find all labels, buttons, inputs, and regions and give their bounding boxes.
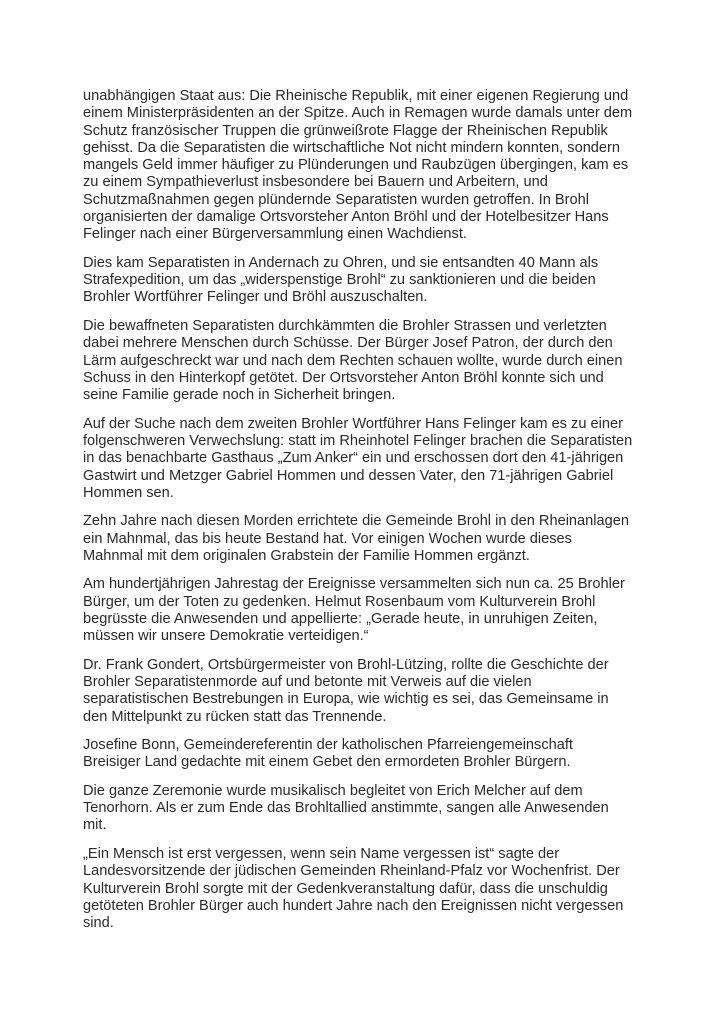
text-line: müssen wir unsere Demokratie verteidigen.“ — [83, 628, 369, 645]
text-line: Bürger, um der Toten zu gedenken. Helmut Rosenbaum vom Kulturverein Brohl — [83, 593, 596, 610]
text-line: begrüsste die Anwesenden und appellierte: „Gerade heute, in unruhigen Zeiten, — [83, 610, 598, 627]
paragraph — [83, 513, 683, 565]
text-line: sind. — [83, 915, 114, 932]
text-line: unabhängigen Staat aus: Die Rheinische Republik, mit einer eigenen Regierung und — [83, 88, 629, 104]
paragraph — [83, 318, 683, 404]
text-line: getöteten Brohler Bürger auch hundert Jahre nach den Ereignissen nicht vergessen — [83, 897, 624, 914]
text-line: Die ganze Zeremonie wurde musikalisch begleitet von Erich Melcher auf dem — [83, 782, 583, 799]
text-line: Hommen sen. — [83, 484, 174, 501]
text-line: einem Ministerpräsidenten an der Spitze. Auch in Remagen wurde damals unter dem — [83, 105, 633, 122]
text-line: Zehn Jahre nach diesen Morden errichtete die Gemeinde Brohl in den Rheinanlagen — [83, 513, 629, 530]
text-line: zu einem Sympathieverlust insbesondere bei Bauern und Arbeitern, und — [83, 174, 548, 191]
text-line: Gastwirt und Metzger Gabriel Hommen und dessen Vater, den 71-jährigen Gabriel — [83, 467, 614, 484]
paragraph — [83, 783, 683, 835]
text-line: Dies kam Separatisten in Andernach zu Ohren, und sie entsandten 40 Mann als — [83, 254, 599, 271]
document-page — [83, 88, 683, 944]
text-line: Schuss in den Hinterkopf getötet. Der Ortsvorsteher Anton Bröhl konnte sich und — [83, 369, 604, 386]
text-line: in das benachbarte Gasthaus „Zum Anker“ ein und erschossen dort den 41-jährigen — [83, 450, 624, 467]
text-line: Auf der Suche nach dem zweiten Brohler Wortführer Hans Felinger kam es zu einer — [83, 415, 623, 432]
paragraph — [83, 657, 683, 726]
text-line: Dr. Frank Gondert, Ortsbürgermeister von Brohl-Lützing, rollte die Geschichte der — [83, 656, 609, 673]
text-line: ein Mahnmal, das bis heute Bestand hat. Vor einigen Wochen wurde dieses — [83, 530, 572, 547]
text-line: Breisiger Land gedachte mit einem Gebet den ermordeten Brohler Bürgern. — [83, 754, 571, 771]
text-line: Lärm aufgeschreckt war und nach dem Rechten schauen wollte, wurde durch einen — [83, 352, 623, 369]
text-line: Kulturverein Brohl sorgte mit der Gedenkveranstaltung dafür, dass die unschuldig — [83, 880, 608, 897]
text-line: mangels Geld immer häufiger zu Plünderungen und Raubzügen übergingen, kam es — [83, 157, 629, 174]
text-line: Felinger nach einer Bürgerversammlung einen Wachdienst. — [83, 226, 467, 243]
text-line: gehisst. Da die Separatisten die wirtschaftliche Not nicht mindern konnten, sondern — [83, 139, 621, 156]
text-line: separatistischen Bestrebungen in Europa, wie wichtig es sei, das Gemeinsame in — [83, 691, 609, 708]
text-line: Tenorhorn. Als er zum Ende das Brohltallied anstimmte, sangen alle Anwesenden — [83, 800, 609, 817]
text-line: folgenschweren Verwechslung: statt im Rheinhotel Felinger brachen die Separatisten — [83, 432, 633, 449]
text-line: Landesvorsitzende der jüdischen Gemeinden Rheinland-Pfalz vor Wochenfrist. Der — [83, 863, 620, 880]
text-line: Brohler Wortführer Felinger und Bröhl auszuschalten. — [83, 289, 428, 306]
paragraph — [83, 737, 683, 772]
paragraph — [83, 416, 683, 502]
text-line: mit. — [83, 817, 107, 834]
paragraph — [83, 576, 683, 645]
text-line: Schutzmaßnahmen gegen plündernde Separatisten wurden getroffen. In Brohl — [83, 191, 589, 208]
text-line: dabei mehrere Menschen durch Schüsse. Der Bürger Josef Patron, der durch den — [83, 335, 613, 352]
paragraph — [83, 88, 683, 244]
text-line: organisierten der damalige Ortsvorsteher Anton Bröhl und der Hotelbesitzer Hans — [83, 209, 609, 226]
text-line: Brohler Separatistenmorde auf und betonte mit Verweis auf die vielen — [83, 674, 532, 691]
text-line: Strafexpedition, um das „widerspenstige Brohl“ zu sanktionieren und die beiden — [83, 272, 596, 289]
text-line: Schutz französischer Truppen die grünweißrote Flagge der Rheinischen Republik — [83, 122, 608, 139]
text-line: den Mittelpunkt zu rücken statt das Trennende. — [83, 708, 387, 725]
text-line: Josefine Bonn, Gemeindereferentin der katholischen Pfarreiengemeinschaft — [83, 737, 573, 754]
text-line: seine Familie gerade noch in Sicherheit bringen. — [83, 387, 396, 404]
text-line: Mahnmal mit dem originalen Grabstein der Familie Hommen ergänzt. — [83, 547, 530, 564]
text-line: Die bewaffneten Separatisten durchkämmten die Brohler Strassen und verletzten — [83, 317, 607, 334]
text-line: „Ein Mensch ist erst vergessen, wenn sein Name vergessen ist“ sagte der — [83, 845, 560, 862]
paragraph — [83, 255, 683, 307]
text-line: Am hundertjährigen Jahrestag der Ereignisse versammelten sich nun ca. 25 Brohler — [83, 576, 625, 593]
paragraph — [83, 846, 683, 932]
